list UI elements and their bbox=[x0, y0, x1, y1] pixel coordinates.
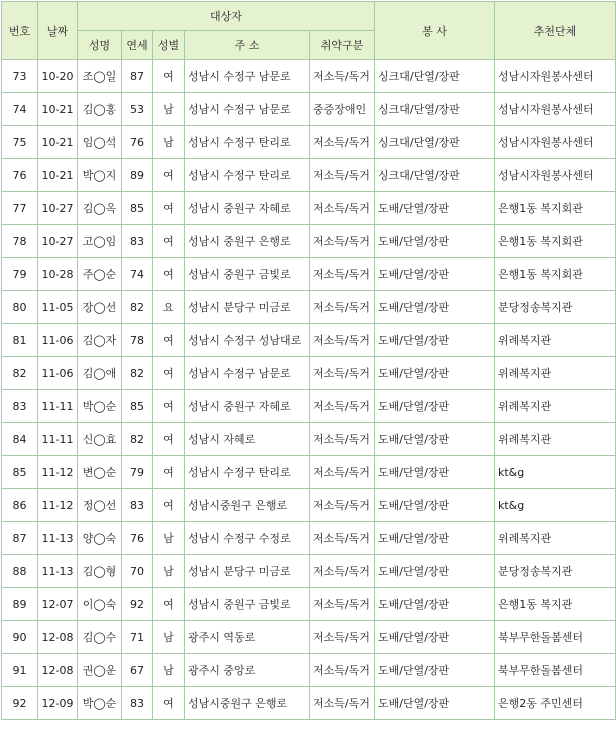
cell-no: 79 bbox=[2, 258, 38, 291]
cell-service: 도배/단열/장판 bbox=[375, 258, 495, 291]
cell-org: 북부무한돌봄센터 bbox=[495, 621, 616, 654]
cell-address: 성남시 수정구 탄리로 bbox=[185, 159, 310, 192]
cell-address: 성남시 수정구 남문로 bbox=[185, 93, 310, 126]
cell-service: 도배/단열/장판 bbox=[375, 225, 495, 258]
cell-no: 88 bbox=[2, 555, 38, 588]
cell-no: 84 bbox=[2, 423, 38, 456]
table-row bbox=[2, 324, 616, 357]
cell-no: 83 bbox=[2, 390, 38, 423]
cell-category: 저소득/독거 bbox=[310, 324, 375, 357]
cell-date: 11-11 bbox=[38, 423, 78, 456]
cell-sex: 남 bbox=[153, 522, 185, 555]
cell-org: 위례복지관 bbox=[495, 324, 616, 357]
cell-service: 도배/단열/장판 bbox=[375, 423, 495, 456]
cell-org: 은행1동 복지관 bbox=[495, 588, 616, 621]
cell-service: 도배/단열/장판 bbox=[375, 456, 495, 489]
cell-name: 정◯선 bbox=[78, 489, 122, 522]
header-name: 성명 bbox=[78, 31, 122, 60]
cell-sex: 여 bbox=[153, 456, 185, 489]
table-header bbox=[2, 2, 616, 60]
cell-age: 74 bbox=[122, 258, 153, 291]
cell-org: 위례복지관 bbox=[495, 522, 616, 555]
cell-sex: 여 bbox=[153, 588, 185, 621]
cell-no: 73 bbox=[2, 60, 38, 93]
cell-category: 저소득/독거 bbox=[310, 291, 375, 324]
cell-org: 분당정송복지관 bbox=[495, 555, 616, 588]
table-row bbox=[2, 621, 616, 654]
cell-org: 위례복지관 bbox=[495, 423, 616, 456]
cell-category: 저소득/독거 bbox=[310, 357, 375, 390]
table-row bbox=[2, 555, 616, 588]
cell-date: 11-13 bbox=[38, 522, 78, 555]
cell-name: 고◯임 bbox=[78, 225, 122, 258]
cell-org: 분당정송복지관 bbox=[495, 291, 616, 324]
cell-address: 광주시 역동로 bbox=[185, 621, 310, 654]
cell-address: 성남시 중원구 자혜로 bbox=[185, 390, 310, 423]
cell-no: 92 bbox=[2, 687, 38, 720]
cell-address: 성남시 중원구 은행로 bbox=[185, 225, 310, 258]
table-row bbox=[2, 390, 616, 423]
cell-category: 저소득/독거 bbox=[310, 621, 375, 654]
cell-no: 91 bbox=[2, 654, 38, 687]
cell-service: 싱크대/단열/장판 bbox=[375, 93, 495, 126]
cell-sex: 남 bbox=[153, 93, 185, 126]
cell-name: 임◯석 bbox=[78, 126, 122, 159]
cell-category: 저소득/독거 bbox=[310, 588, 375, 621]
cell-date: 11-13 bbox=[38, 555, 78, 588]
cell-name: 신◯효 bbox=[78, 423, 122, 456]
cell-age: 79 bbox=[122, 456, 153, 489]
cell-name: 권◯운 bbox=[78, 654, 122, 687]
cell-date: 10-21 bbox=[38, 93, 78, 126]
cell-category: 저소득/독거 bbox=[310, 60, 375, 93]
table-row bbox=[2, 225, 616, 258]
header-service: 봉 사 bbox=[375, 2, 495, 60]
cell-no: 86 bbox=[2, 489, 38, 522]
cell-date: 10-28 bbox=[38, 258, 78, 291]
cell-name: 박◯순 bbox=[78, 687, 122, 720]
cell-no: 78 bbox=[2, 225, 38, 258]
cell-date: 10-27 bbox=[38, 225, 78, 258]
cell-name: 박◯순 bbox=[78, 390, 122, 423]
cell-address: 성남시중원구 은행로 bbox=[185, 489, 310, 522]
cell-age: 67 bbox=[122, 654, 153, 687]
cell-category: 중증장애인 bbox=[310, 93, 375, 126]
cell-service: 도배/단열/장판 bbox=[375, 192, 495, 225]
cell-category: 저소득/독거 bbox=[310, 489, 375, 522]
cell-name: 양◯숙 bbox=[78, 522, 122, 555]
cell-name: 조◯일 bbox=[78, 60, 122, 93]
cell-category: 저소득/독거 bbox=[310, 654, 375, 687]
cell-sex: 남 bbox=[153, 621, 185, 654]
cell-date: 12-09 bbox=[38, 687, 78, 720]
cell-age: 83 bbox=[122, 687, 153, 720]
table-row bbox=[2, 126, 616, 159]
table-row bbox=[2, 456, 616, 489]
cell-sex: 여 bbox=[153, 159, 185, 192]
table-row bbox=[2, 291, 616, 324]
cell-org: 은행1동 복지회관 bbox=[495, 258, 616, 291]
cell-service: 도배/단열/장판 bbox=[375, 291, 495, 324]
table-row bbox=[2, 258, 616, 291]
cell-no: 82 bbox=[2, 357, 38, 390]
cell-category: 저소득/독거 bbox=[310, 555, 375, 588]
cell-age: 78 bbox=[122, 324, 153, 357]
cell-address: 성남시 중원구 금빛로 bbox=[185, 588, 310, 621]
cell-age: 89 bbox=[122, 159, 153, 192]
cell-name: 주◯순 bbox=[78, 258, 122, 291]
cell-age: 71 bbox=[122, 621, 153, 654]
cell-service: 도배/단열/장판 bbox=[375, 621, 495, 654]
cell-org: 성남시자원봉사센터 bbox=[495, 126, 616, 159]
cell-service: 도배/단열/장판 bbox=[375, 324, 495, 357]
cell-service: 도배/단열/장판 bbox=[375, 489, 495, 522]
cell-address: 성남시 수정구 수정로 bbox=[185, 522, 310, 555]
cell-no: 89 bbox=[2, 588, 38, 621]
cell-service: 싱크대/단열/장판 bbox=[375, 126, 495, 159]
cell-service: 도배/단열/장판 bbox=[375, 588, 495, 621]
cell-age: 76 bbox=[122, 522, 153, 555]
cell-no: 87 bbox=[2, 522, 38, 555]
cell-date: 10-21 bbox=[38, 126, 78, 159]
cell-name: 김◯수 bbox=[78, 621, 122, 654]
cell-address: 성남시 중원구 자혜로 bbox=[185, 192, 310, 225]
cell-date: 10-21 bbox=[38, 159, 78, 192]
cell-org: 위례복지관 bbox=[495, 357, 616, 390]
header-date: 날짜 bbox=[38, 2, 78, 60]
header-org: 추천단체 bbox=[495, 2, 616, 60]
cell-service: 도배/단열/장판 bbox=[375, 687, 495, 720]
cell-date: 11-06 bbox=[38, 324, 78, 357]
cell-no: 76 bbox=[2, 159, 38, 192]
table-row bbox=[2, 654, 616, 687]
table-row bbox=[2, 588, 616, 621]
cell-age: 53 bbox=[122, 93, 153, 126]
cell-date: 11-05 bbox=[38, 291, 78, 324]
cell-date: 11-12 bbox=[38, 456, 78, 489]
cell-address: 성남시 분당구 미금로 bbox=[185, 291, 310, 324]
cell-category: 저소득/독거 bbox=[310, 192, 375, 225]
cell-name: 장◯선 bbox=[78, 291, 122, 324]
cell-address: 성남시 중원구 금빛로 bbox=[185, 258, 310, 291]
cell-age: 92 bbox=[122, 588, 153, 621]
cell-age: 87 bbox=[122, 60, 153, 93]
cell-org: 은행1동 복지회관 bbox=[495, 192, 616, 225]
cell-age: 83 bbox=[122, 225, 153, 258]
cell-date: 11-12 bbox=[38, 489, 78, 522]
cell-address: 성남시 수정구 탄리로 bbox=[185, 456, 310, 489]
cell-no: 75 bbox=[2, 126, 38, 159]
cell-org: 은행1동 복지회관 bbox=[495, 225, 616, 258]
cell-sex: 요 bbox=[153, 291, 185, 324]
cell-service: 싱크대/단열/장판 bbox=[375, 159, 495, 192]
cell-service: 도배/단열/장판 bbox=[375, 522, 495, 555]
cell-org: 성남시자원봉사센터 bbox=[495, 60, 616, 93]
cell-age: 85 bbox=[122, 192, 153, 225]
cell-date: 11-11 bbox=[38, 390, 78, 423]
cell-age: 70 bbox=[122, 555, 153, 588]
service-record-table bbox=[1, 1, 616, 720]
table-row bbox=[2, 60, 616, 93]
header-sex: 성별 bbox=[153, 31, 185, 60]
cell-sex: 여 bbox=[153, 390, 185, 423]
header-category: 취약구분 bbox=[310, 31, 375, 60]
cell-service: 도배/단열/장판 bbox=[375, 357, 495, 390]
header-age: 연세 bbox=[122, 31, 153, 60]
cell-org: kt&g bbox=[495, 489, 616, 522]
cell-no: 80 bbox=[2, 291, 38, 324]
cell-service: 싱크대/단열/장판 bbox=[375, 60, 495, 93]
cell-org: 위례복지관 bbox=[495, 390, 616, 423]
cell-no: 90 bbox=[2, 621, 38, 654]
cell-name: 김◯애 bbox=[78, 357, 122, 390]
cell-category: 저소득/독거 bbox=[310, 159, 375, 192]
cell-no: 74 bbox=[2, 93, 38, 126]
cell-name: 이◯숙 bbox=[78, 588, 122, 621]
cell-age: 82 bbox=[122, 291, 153, 324]
cell-name: 김◯자 bbox=[78, 324, 122, 357]
cell-name: 김◯옥 bbox=[78, 192, 122, 225]
cell-org: 은행2동 주민센터 bbox=[495, 687, 616, 720]
cell-address: 광주시 중앙로 bbox=[185, 654, 310, 687]
cell-service: 도배/단열/장판 bbox=[375, 555, 495, 588]
cell-sex: 여 bbox=[153, 192, 185, 225]
cell-org: 성남시자원봉사센터 bbox=[495, 159, 616, 192]
cell-address: 성남시 자혜로 bbox=[185, 423, 310, 456]
cell-sex: 여 bbox=[153, 687, 185, 720]
cell-service: 도배/단열/장판 bbox=[375, 390, 495, 423]
cell-org: kt&g bbox=[495, 456, 616, 489]
cell-date: 12-08 bbox=[38, 654, 78, 687]
cell-date: 12-08 bbox=[38, 621, 78, 654]
table-body bbox=[2, 60, 616, 720]
table-row bbox=[2, 687, 616, 720]
cell-no: 81 bbox=[2, 324, 38, 357]
cell-no: 85 bbox=[2, 456, 38, 489]
header-address: 주 소 bbox=[185, 31, 310, 60]
cell-age: 85 bbox=[122, 390, 153, 423]
cell-name: 변◯순 bbox=[78, 456, 122, 489]
cell-category: 저소득/독거 bbox=[310, 258, 375, 291]
cell-org: 성남시자원봉사센터 bbox=[495, 93, 616, 126]
cell-category: 저소득/독거 bbox=[310, 423, 375, 456]
table-row bbox=[2, 93, 616, 126]
cell-sex: 여 bbox=[153, 324, 185, 357]
cell-address: 성남시 수정구 탄리로 bbox=[185, 126, 310, 159]
cell-date: 10-20 bbox=[38, 60, 78, 93]
table-row bbox=[2, 357, 616, 390]
cell-name: 김◯형 bbox=[78, 555, 122, 588]
cell-sex: 남 bbox=[153, 654, 185, 687]
cell-address: 성남시중원구 은행로 bbox=[185, 687, 310, 720]
cell-age: 82 bbox=[122, 423, 153, 456]
table-row bbox=[2, 192, 616, 225]
cell-address: 성남시 수정구 남문로 bbox=[185, 357, 310, 390]
cell-name: 박◯지 bbox=[78, 159, 122, 192]
cell-org: 북부무한돌봄센터 bbox=[495, 654, 616, 687]
cell-date: 12-07 bbox=[38, 588, 78, 621]
cell-age: 82 bbox=[122, 357, 153, 390]
cell-category: 저소득/독거 bbox=[310, 522, 375, 555]
cell-age: 76 bbox=[122, 126, 153, 159]
header-no: 번호 bbox=[2, 2, 38, 60]
cell-sex: 남 bbox=[153, 126, 185, 159]
cell-category: 저소득/독거 bbox=[310, 687, 375, 720]
cell-service: 도배/단열/장판 bbox=[375, 654, 495, 687]
table-row bbox=[2, 522, 616, 555]
cell-name: 김◯홍 bbox=[78, 93, 122, 126]
cell-address: 성남시 수정구 성남대로 bbox=[185, 324, 310, 357]
cell-address: 성남시 분당구 미금로 bbox=[185, 555, 310, 588]
cell-category: 저소득/독거 bbox=[310, 456, 375, 489]
table-row bbox=[2, 423, 616, 456]
header-target-group: 대상자 bbox=[78, 2, 375, 31]
cell-sex: 여 bbox=[153, 423, 185, 456]
cell-category: 저소득/독거 bbox=[310, 126, 375, 159]
cell-date: 10-27 bbox=[38, 192, 78, 225]
cell-no: 77 bbox=[2, 192, 38, 225]
cell-age: 83 bbox=[122, 489, 153, 522]
cell-address: 성남시 수정구 남문로 bbox=[185, 60, 310, 93]
cell-sex: 여 bbox=[153, 489, 185, 522]
cell-date: 11-06 bbox=[38, 357, 78, 390]
cell-sex: 여 bbox=[153, 225, 185, 258]
cell-sex: 여 bbox=[153, 357, 185, 390]
cell-category: 저소득/독거 bbox=[310, 390, 375, 423]
table-row bbox=[2, 159, 616, 192]
cell-sex: 여 bbox=[153, 60, 185, 93]
cell-sex: 남 bbox=[153, 555, 185, 588]
table-row bbox=[2, 489, 616, 522]
cell-sex: 여 bbox=[153, 258, 185, 291]
cell-category: 저소득/독거 bbox=[310, 225, 375, 258]
